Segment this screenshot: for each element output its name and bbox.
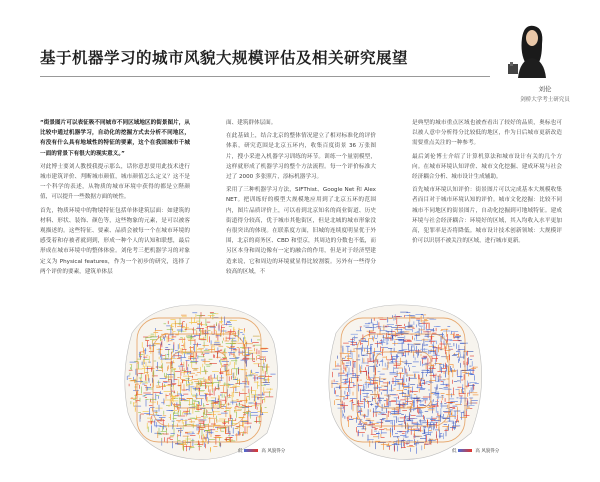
legend-gradient (458, 449, 472, 452)
paragraph: 面、建筑群体层面。 (226, 120, 277, 126)
beijing-street-continuity-map (316, 293, 491, 468)
paragraph: 最后刘伦博士介绍了计算机算法和城市设计有关的几个方向。在城市环境认知评价、城市文化挖掘、建成环境与社会经济耦合分析、城市设计生成辅助。 (412, 153, 562, 181)
beijing-street-quality-map (112, 293, 287, 468)
article-title: 基于机器学习的城市风貌大规模评估及相关研究展望 (40, 49, 409, 67)
legend-high-label: 高 (475, 449, 480, 454)
author-name: 刘伦 (538, 85, 552, 93)
paragraph: 是典型的城市重点区域也被查看出了较好的品质，奥标也可以被人意中分析得分比较低的地区，作为日后城市更新改造需要重点关注的一种参考。 (412, 120, 562, 147)
lead-quote: “街景图片可以表征吸不同城市不同区域地区的街景图片，从比较中通过机器学习，自动化的挖掘方式去分析不同地区，有没有什么具有地域性的特征的要素，这个在我国城市千城一面的背景下有很大的现实意义。” (40, 120, 190, 157)
author-affiliation: 剑桥大学考土研究员 (520, 97, 570, 103)
map-legend-right (452, 448, 512, 462)
paragraph: 在此基础上，结合北京的整体情况建立了相对标准化的评价体系，研究范围是北京五环内，收集百度街景 36 万张图片，搜小采进入机器学习训练的环节。训练一个量别模型，这样就形成了机器学习的整个方法流程。每一个评价标准大过了 2000 多张照片，添标机器学习。 (226, 133, 376, 181)
text-column-3 (412, 118, 562, 249)
text-column-1 (40, 118, 190, 280)
author-portrait (500, 18, 560, 78)
legend-title: 风貌得分 (481, 449, 500, 454)
paragraph: 首先城市环境认知评价：街景图片可以完成基本大规模收集者而目对于城市环境认知的评价。城市文化挖掘：比较不同城市不同地区的街景图片，自动化挖掘到可地域特征。建成环境与社会经济耦合：环境好的区域，其入均收入水平更加高，犯罪率是否将降低。城市设计技术创新领域：大规模评价可以识别不被关注的区域，进行城市更新。 (412, 187, 562, 245)
map-legend-left (238, 448, 298, 462)
title-divider (40, 76, 490, 77)
paragraph: 对此博士要刘人教授我提示那么，话你意思要用此技术进行城市建筑评价、判断城市颜值，城市颜值怎么定义？这不是一个科学的表述，从物质的城市环境中获得的都是立陛颜值，可以提升一些数据方面的统性。 (40, 163, 190, 201)
legend-low-label: 低 (238, 449, 243, 454)
legend-gradient (244, 449, 258, 452)
paragraph: 采用了三种机器学习方法，SIFThist、Google Net 和 Alex NET。把训练好的模型大规模地应用到了北京五环的范围内，图片品质评价上，可以看到北京知名的商业街道、历史街道得分较高，优于城市其他街区，但是北城的城市形象没有很突出的体现。在联系度方面，旧城的连续度明显优于外围，北京的商务区、CBD 和望京，其周边的分数也不低，而另区本身和周边像有一定的融合的作用，但是对于经济型建造来说，它和周边的环境就显得比较割裂。另外有一些得分较高的区域，不 (226, 187, 376, 275)
text-column-2 (226, 118, 376, 280)
legend-low-label: 低 (452, 449, 457, 454)
paragraph: 首先，物质环境中的物境特征包括单体建筑层面：如建筑的材料、形状、装饰、颜色等，这些物象的元素，是可以被客观描述的。这些特征、要素、品质会被每一个在城市环境的感受着和存被者就到到，形成一种个人的认知和联想，最后形成在城市环境中的整体体验。刘伦考三把机器学习的对象定义为 Physical features，作为一个初步的研究，选择了两个评价的要素，建筑单体层 (40, 207, 190, 275)
legend-high-label: 高 (261, 449, 266, 454)
legend-title: 风貌得分 (267, 449, 286, 454)
